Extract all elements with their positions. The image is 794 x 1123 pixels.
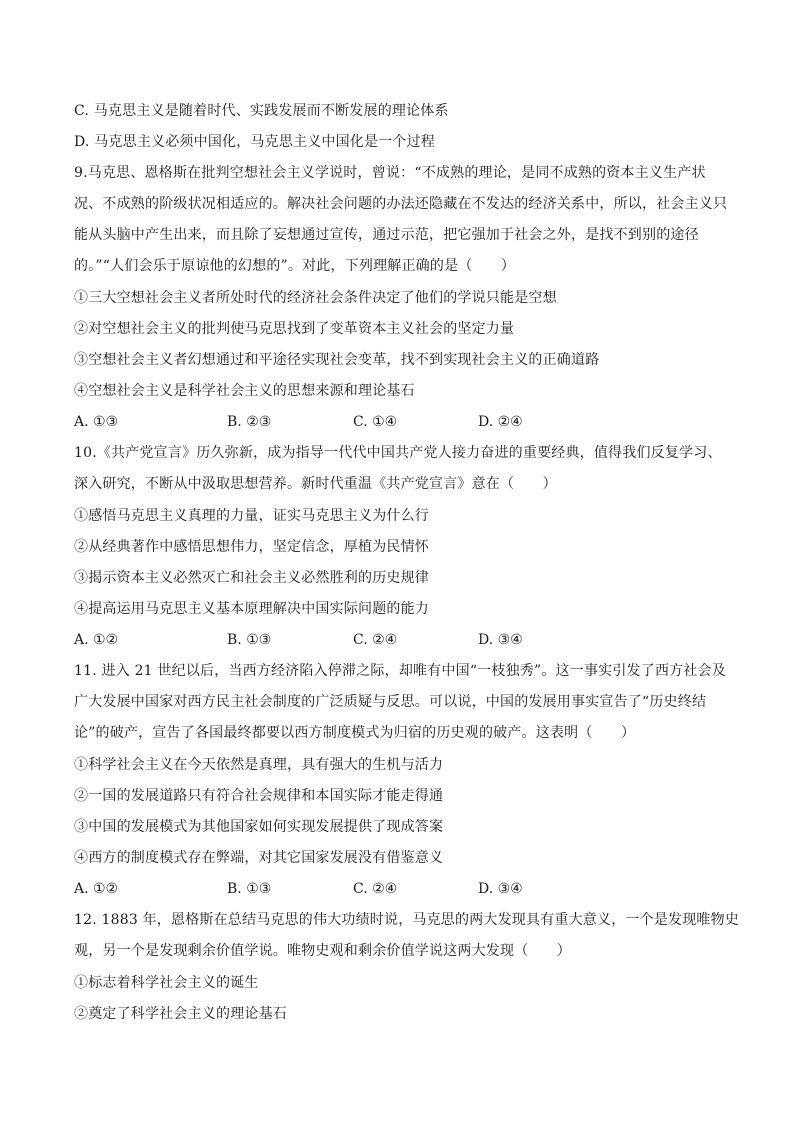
q9-option-c[interactable]: C. ①④ bbox=[353, 414, 398, 430]
q9-stem-line-4: 的。”“人们会乐于原谅他的幻想的”。对此，下列理解正确的是（ ） bbox=[74, 258, 516, 274]
q10-statement-4: ④提高运用马克思主义基本原理解决中国实际问题的能力 bbox=[74, 601, 429, 617]
q9-stem-line-1: 9.马克思、恩格斯在批判空想社会主义学说时，曾说：“不成熟的理论，是同不成熟的资本主义生产状 bbox=[74, 165, 706, 181]
q9-statement-3: ③空想社会主义者幻想通过和平途径实现社会变革，找不到实现社会主义的正确道路 bbox=[74, 352, 600, 368]
q11-option-c[interactable]: C. ②④ bbox=[353, 881, 398, 897]
q12-stem-line-2: 观，另一个是发现剩余价值学说。唯物史观和剩余价值学说这两大发现（ ） bbox=[74, 943, 571, 959]
q11-option-d[interactable]: D. ③④ bbox=[478, 881, 523, 897]
q11-stem-line-1: 11. 进入 21 世纪以后，当西方经济陷入停滞之际，却唯有中国“一枝独秀”。这一事实引发了西方社会及 bbox=[74, 663, 726, 679]
q11-statement-2: ②一国的发展道路只有符合社会规律和本国实际才能走得通 bbox=[74, 788, 444, 804]
q9-options bbox=[74, 412, 634, 432]
q9-option-d[interactable]: D. ②④ bbox=[478, 414, 523, 430]
q10-option-b[interactable]: B. ①③ bbox=[227, 632, 272, 648]
q11-option-b[interactable]: B. ①③ bbox=[227, 881, 272, 897]
q10-option-a[interactable]: A. ①② bbox=[74, 632, 119, 648]
q10-statement-1: ①感悟马克思主义真理的力量，证实马克思主义为什么行 bbox=[74, 508, 429, 524]
q11-stem-line-3: 论”的破产，宣告了各国最终都要以西方制度模式为归宿的历史观的破产。这表明（ ） bbox=[74, 725, 636, 741]
q9-statement-2: ②对空想社会主义的批判使马克思找到了变革资本主义社会的坚定力量 bbox=[74, 321, 515, 337]
q9-statement-1: ①三大空想社会主义者所处时代的经济社会条件决定了他们的学说只能是空想 bbox=[74, 290, 557, 306]
q12-stem-line-1: 12. 1883 年，恩格斯在总结马克思的伟大功绩时说，马克思的两大发现具有重大意义，一个是发现唯物史 bbox=[74, 912, 739, 928]
q11-statement-1: ①科学社会主义在今天依然是真理，具有强大的生机与活力 bbox=[74, 757, 444, 773]
q9-stem-line-2: 况、不成熟的阶级状况相适应的。解决社会问题的办法还隐藏在不发达的经济关系中，所以，社会主义只 bbox=[74, 196, 728, 212]
q12-statement-1: ①标志着科学社会主义的诞生 bbox=[74, 975, 259, 991]
q12-statement-2: ②奠定了科学社会主义的理论基石 bbox=[74, 1006, 287, 1022]
q8-option-c: C. 马克思主义是随着时代、实践发展而不断发展的理论体系 bbox=[74, 103, 449, 119]
q11-stem-line-2: 广大发展中国家对西方民主社会制度的广泛质疑与反思。可以说，中国的发展用事实宣告了“历史终结 bbox=[74, 694, 707, 710]
q10-option-d[interactable]: D. ③④ bbox=[478, 632, 523, 648]
q10-stem-line-2: 深入研究，不断从中汲取思想营养。新时代重温《共产党宣言》意在（ ） bbox=[74, 476, 557, 492]
q11-statement-3: ③中国的发展模式为其他国家如何实现发展提供了现成答案 bbox=[74, 819, 444, 835]
q10-options bbox=[74, 630, 634, 650]
q11-statement-4: ④西方的制度模式存在弊端，对其它国家发展没有借鉴意义 bbox=[74, 850, 444, 866]
q9-statement-4: ④空想社会主义是科学社会主义的思想来源和理论基石 bbox=[74, 383, 415, 399]
q9-option-b[interactable]: B. ②③ bbox=[227, 414, 272, 430]
q10-statement-3: ③揭示资本主义必然灭亡和社会主义必然胜利的历史规律 bbox=[74, 570, 429, 586]
q10-stem-line-1: 10.《共产党宣言》历久弥新，成为指导一代代中国共产党人接力奋进的重要经典，值得我们反复学习、 bbox=[74, 445, 722, 461]
q11-options bbox=[74, 879, 634, 899]
q11-option-a[interactable]: A. ①② bbox=[74, 881, 119, 897]
q10-statement-2: ②从经典著作中感悟思想伟力，坚定信念，厚植为民情怀 bbox=[74, 539, 429, 555]
q9-option-a[interactable]: A. ①③ bbox=[74, 414, 119, 430]
q8-option-d: D. 马克思主义必须中国化，马克思主义中国化是一个过程 bbox=[74, 134, 436, 150]
q9-stem-line-3: 能从头脑中产生出来，而且除了妄想通过宣传，通过示范，把它强加于社会之外，是找不到别的途径 bbox=[74, 227, 699, 243]
q10-option-c[interactable]: C. ②④ bbox=[353, 632, 398, 648]
